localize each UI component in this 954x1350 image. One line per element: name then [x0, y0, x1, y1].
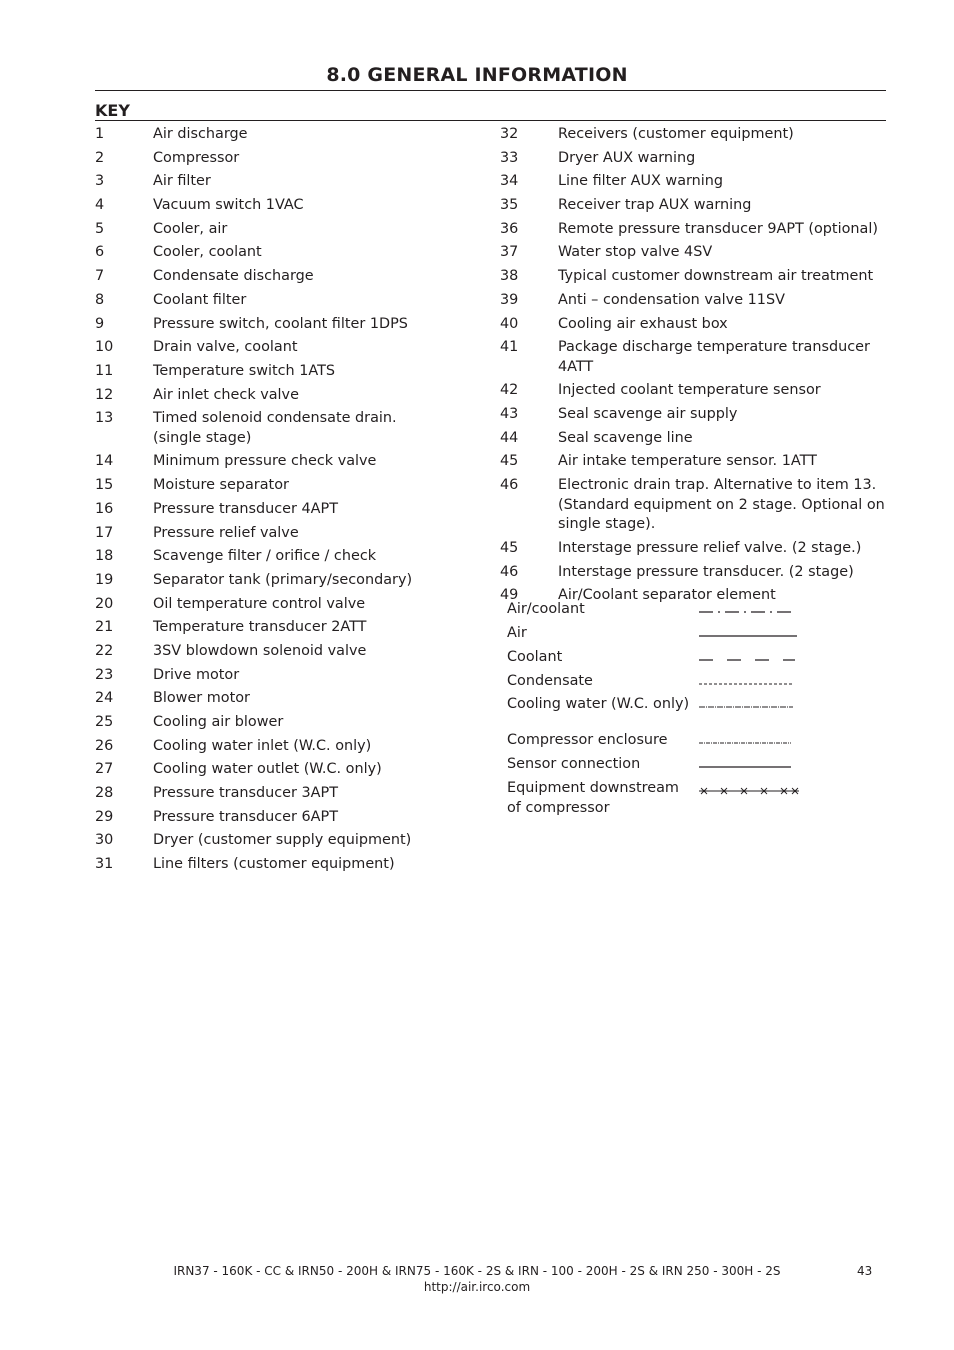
- key-item-text: Drive motor: [153, 666, 240, 683]
- key-item-text: Pressure relief valve: [153, 524, 299, 541]
- key-item-number: 29: [95, 808, 114, 825]
- cooling-water-line-symbol: [699, 701, 799, 711]
- key-item: [95, 338, 425, 358]
- key-item: [95, 500, 425, 520]
- footer-document-title: IRN37 - 160K - CC & IRN50 - 200H & IRN75 - 160K - 2S & IRN - 100 - 200H - 2S & IRN 250 - 300H - 2S: [173, 1264, 781, 1278]
- key-item-number: 17: [95, 524, 114, 541]
- key-item-text: 3SV blowdown solenoid valve: [153, 642, 367, 659]
- key-item-text: Pressure transducer 3APT: [153, 785, 338, 802]
- key-item: [500, 315, 890, 335]
- key-item: [95, 737, 425, 757]
- key-item-text: Compressor: [153, 149, 240, 166]
- key-item-number: 5: [95, 220, 105, 237]
- key-item-text: Cooling water outlet (W.C. only): [153, 761, 382, 778]
- key-item: [95, 855, 425, 875]
- key-item-number: 21: [95, 619, 114, 636]
- key-item-text: Minimum pressure check valve: [153, 453, 377, 470]
- key-item: [95, 808, 425, 828]
- key-item: [95, 689, 425, 709]
- key-item-number: 27: [95, 761, 114, 778]
- key-item-number: 43: [500, 406, 519, 423]
- key-item: [95, 220, 425, 240]
- key-item-text: Pressure switch, coolant filter 1DPS: [153, 315, 408, 332]
- key-item-text: Moisture separator: [153, 477, 289, 494]
- key-item-number: 45: [500, 453, 519, 470]
- key-item-text: Drain valve, coolant: [153, 339, 298, 356]
- legend-label-cooling-water: Cooling water (W.C. only): [507, 696, 690, 712]
- key-item: [95, 760, 425, 780]
- key-item-number: 7: [95, 268, 105, 285]
- key-item: [95, 125, 425, 145]
- key-item-number: 49: [500, 587, 519, 604]
- key-item-text: Oil temperature control valve: [153, 595, 366, 612]
- key-item: [95, 784, 425, 804]
- key-item-text: Cooling air exhaust box: [558, 315, 728, 332]
- key-item: [95, 386, 425, 406]
- key-item: [500, 381, 890, 401]
- air-coolant-line-symbol: [699, 606, 799, 616]
- key-item-number: 15: [95, 477, 114, 494]
- key-item-number: 3: [95, 173, 105, 190]
- page-number: 43: [857, 1264, 873, 1278]
- key-item-text: Separator tank (primary/secondary): [153, 571, 413, 588]
- key-item: [500, 291, 890, 311]
- key-item-number: 38: [500, 268, 519, 285]
- legend-label-equipment-downstream: Equipment downstream of compressor: [507, 780, 679, 816]
- title-rule: [95, 90, 886, 91]
- key-item-text: Scavenge filter / orifice / check: [153, 548, 377, 565]
- key-item: [95, 172, 425, 192]
- key-item-number: 13: [95, 410, 114, 427]
- key-item: [95, 547, 425, 567]
- key-item: [95, 595, 425, 615]
- key-item-number: 34: [500, 173, 519, 190]
- key-item-text: Air inlet check valve: [153, 386, 299, 403]
- key-list-left: [95, 125, 425, 879]
- key-item-text: Pressure transducer 4APT: [153, 500, 338, 517]
- key-item: [95, 149, 425, 169]
- key-item-number: 9: [95, 315, 105, 332]
- key-item-number: 33: [500, 149, 519, 166]
- key-item-text: Typical customer downstream air treatment: [558, 268, 874, 285]
- key-item-text: Air discharge: [153, 126, 248, 142]
- key-item-text: Receiver trap AUX warning: [558, 197, 752, 214]
- key-item-number: 36: [500, 220, 519, 237]
- key-item-number: 2: [95, 149, 105, 166]
- key-item: [500, 172, 890, 192]
- page-title: 8.0 GENERAL INFORMATION: [326, 64, 628, 86]
- key-item-number: 31: [95, 856, 114, 873]
- key-item-text: Temperature transducer 2ATT: [153, 619, 367, 636]
- key-item-number: 20: [95, 595, 114, 612]
- key-item-number: 45: [500, 539, 519, 556]
- key-item-number: 41: [500, 339, 519, 356]
- legend-label-sensor-connection: Sensor connection: [507, 756, 641, 772]
- key-item: [95, 452, 425, 472]
- equipment-downstream-line-symbol: [699, 784, 803, 798]
- key-item-number: 16: [95, 500, 114, 517]
- key-item-number: 24: [95, 690, 114, 707]
- key-item-number: 37: [500, 244, 519, 261]
- key-item-text: Condensate discharge: [153, 268, 314, 285]
- key-item: [95, 291, 425, 311]
- key-item-text: Pressure transducer 6APT: [153, 808, 338, 825]
- key-item: [500, 196, 890, 216]
- key-item-number: 12: [95, 386, 114, 403]
- key-item-number: 19: [95, 571, 114, 588]
- key-item-text: Timed solenoid condensate drain. (single stage): [153, 410, 397, 446]
- key-item-number: 40: [500, 315, 519, 332]
- key-item: [95, 524, 425, 544]
- key-item-number: 32: [500, 126, 519, 142]
- key-item-text: Dryer (customer supply equipment): [153, 832, 412, 849]
- key-item-number: 44: [500, 429, 519, 446]
- key-item-number: 39: [500, 291, 519, 308]
- key-list-right: [500, 125, 890, 610]
- key-item-text: Anti – condensation valve 11SV: [558, 291, 785, 308]
- key-item: [500, 338, 890, 377]
- key-item-number: 4: [95, 197, 105, 214]
- key-item-number: 8: [95, 291, 105, 308]
- key-item-number: 30: [95, 832, 114, 849]
- key-item-text: Package discharge temperature transducer 4ATT: [558, 339, 870, 375]
- key-item: [95, 642, 425, 662]
- key-item: [500, 220, 890, 240]
- key-item-text: Dryer AUX warning: [558, 149, 696, 166]
- key-item: [95, 196, 425, 216]
- key-item-number: 46: [500, 563, 519, 580]
- key-heading: KEY: [95, 101, 130, 120]
- key-item-text: Vacuum switch 1VAC: [153, 197, 304, 214]
- air-line-symbol: [699, 630, 799, 640]
- legend-label-condensate: Condensate: [507, 673, 593, 689]
- key-item-text: Seal scavenge line: [558, 429, 693, 446]
- key-item: [95, 243, 425, 263]
- key-item-text: Blower motor: [153, 690, 250, 707]
- key-item-number: 11: [95, 362, 114, 379]
- key-item-number: 42: [500, 382, 519, 399]
- key-item: [95, 571, 425, 591]
- key-item: [95, 267, 425, 287]
- key-item-text: Seal scavenge air supply: [558, 406, 738, 423]
- key-item: [500, 125, 890, 145]
- key-item-text: Interstage pressure relief valve. (2 stage.): [558, 539, 862, 556]
- key-item: [500, 539, 890, 559]
- key-item: [500, 405, 890, 425]
- key-item-number: 23: [95, 666, 114, 683]
- legend-label-air: Air: [507, 625, 527, 641]
- key-item: [95, 831, 425, 851]
- key-item-number: 28: [95, 785, 114, 802]
- key-item-text: Cooler, air: [153, 220, 228, 237]
- footer-url: http://air.irco.com: [423, 1280, 531, 1294]
- key-item-number: 46: [500, 477, 519, 494]
- key-item: [500, 476, 890, 535]
- key-item-text: Cooling air blower: [153, 714, 284, 730]
- legend-label-compressor-enclosure: Compressor enclosure: [507, 732, 668, 748]
- condensate-line-symbol: [699, 678, 799, 688]
- key-item-text: Injected coolant temperature sensor: [558, 382, 821, 399]
- key-item-text: Receivers (customer equipment): [558, 126, 794, 142]
- key-item: [95, 362, 425, 382]
- key-item-number: 22: [95, 642, 114, 659]
- key-item-text: Electronic drain trap. Alternative to item 13. (Standard equipment on 2 stage. Optional on single stage).: [558, 477, 885, 533]
- key-item: [95, 476, 425, 496]
- key-item: [95, 713, 425, 733]
- key-item-number: 1: [95, 126, 105, 142]
- key-item: [500, 243, 890, 263]
- key-item-number: 26: [95, 737, 114, 754]
- sensor-connection-line-symbol: [699, 761, 799, 771]
- key-item-number: 10: [95, 339, 114, 356]
- key-item: [500, 452, 890, 472]
- legend-label-air-coolant: Air/coolant: [507, 601, 585, 617]
- key-item-text: Water stop valve 4SV: [558, 244, 713, 261]
- key-item: [95, 666, 425, 686]
- key-item-text: Cooling water inlet (W.C. only): [153, 737, 372, 754]
- key-item-text: Line filter AUX warning: [558, 173, 724, 190]
- key-item-number: 25: [95, 714, 114, 730]
- legend-label-coolant: Coolant: [507, 649, 563, 665]
- key-item: [95, 618, 425, 638]
- key-item-text: Interstage pressure transducer. (2 stage): [558, 563, 854, 580]
- key-item: [95, 409, 425, 448]
- key-item-text: Remote pressure transducer 9APT (optional): [558, 220, 878, 237]
- key-item-text: Coolant filter: [153, 291, 247, 308]
- key-item-number: 6: [95, 244, 105, 261]
- key-item: [500, 149, 890, 169]
- key-item-text: Air intake temperature sensor. 1ATT: [558, 453, 817, 470]
- key-item-text: Line filters (customer equipment): [153, 856, 395, 873]
- key-item-number: 18: [95, 548, 114, 565]
- key-item-text: Air/Coolant separator element: [558, 587, 776, 604]
- key-item: [500, 267, 890, 287]
- key-item-number: 35: [500, 197, 519, 214]
- key-item-text: Cooler, coolant: [153, 244, 262, 261]
- key-item: [95, 315, 425, 335]
- line-legend: [507, 600, 807, 830]
- key-item: [500, 429, 890, 449]
- key-rule: [95, 120, 886, 121]
- key-item-text: Air filter: [153, 173, 211, 190]
- key-item-text: Temperature switch 1ATS: [153, 362, 336, 379]
- key-item: [500, 563, 890, 583]
- key-item-number: 14: [95, 453, 114, 470]
- coolant-line-symbol: [699, 654, 799, 664]
- compressor-enclosure-line-symbol: [699, 737, 799, 747]
